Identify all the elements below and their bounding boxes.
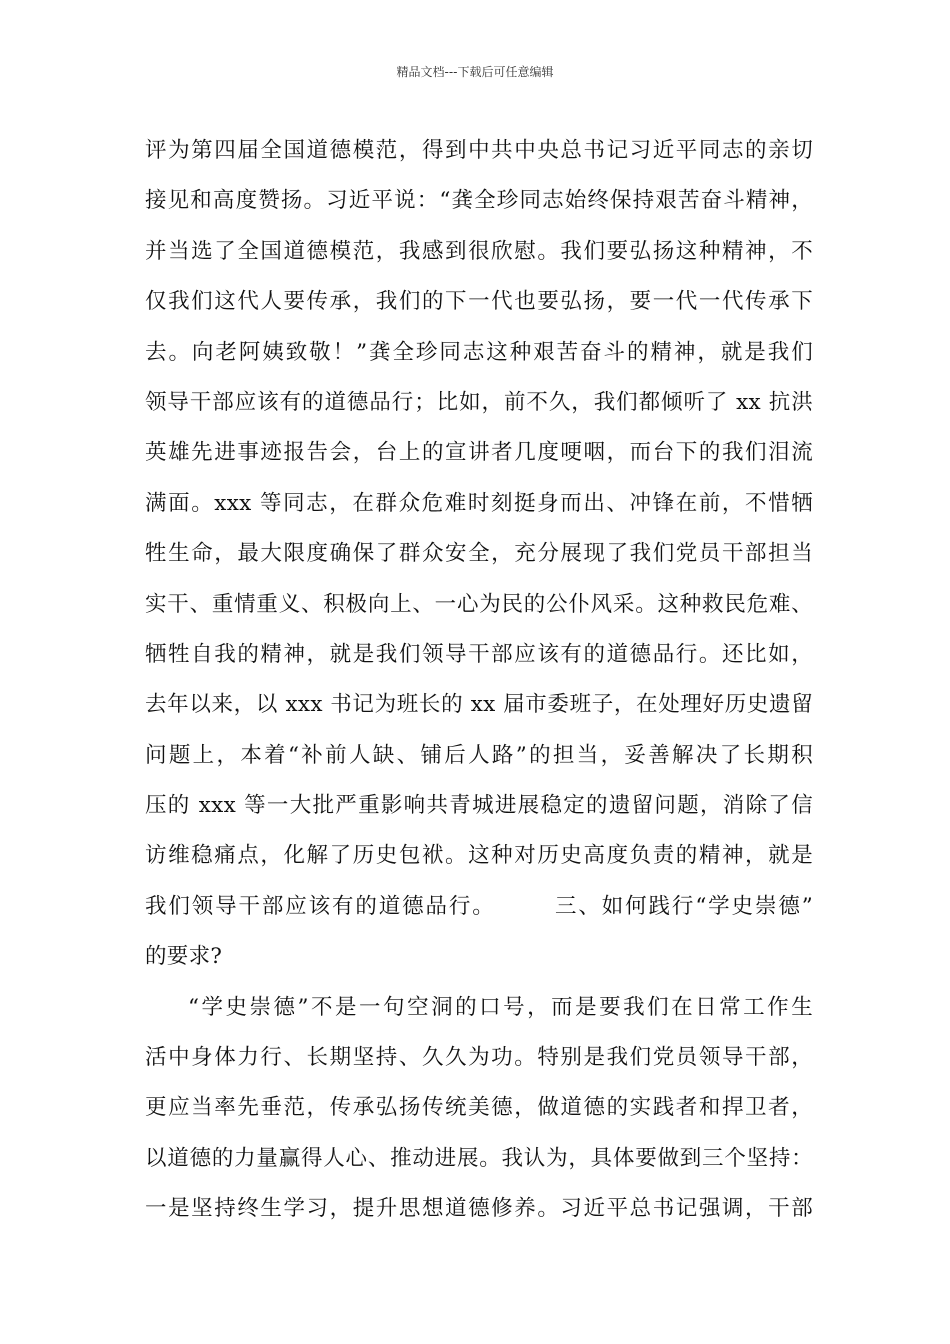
text-line: 牲生命，最大限度确保了群众安全，充分展现了我们党员干部担当	[145, 541, 813, 567]
text-line: 牺牲自我的精神，就是我们领导干部应该有的道德品行。还比如，	[145, 641, 813, 667]
text-line: 实干、重情重义、积极向上、一心为民的公仆风采。这种救民危难、	[145, 591, 813, 617]
text-line: 我们领导干部应该有的道德品行。 三、如何践行“学史崇德”	[145, 893, 813, 919]
text-line: 英雄先进事迹报告会，台上的宣讲者几度哽咽，而台下的我们泪流	[145, 440, 813, 466]
text-line: 去年以来，以 xxx 书记为班长的 xx 届市委班子，在处理好历史遗留	[145, 692, 813, 718]
text-line: 访维稳痛点，化解了历史包袱。这种对历史高度负责的精神，就是	[145, 843, 813, 869]
text-line: 一是坚持终生学习，提升思想道德修养。习近平总书记强调，干部	[145, 1196, 813, 1222]
page-header: 精品文档---下载后可任意编辑	[396, 65, 554, 79]
body-text	[145, 126, 813, 1235]
text-line: 以道德的力量赢得人心、推动进展。我认为，具体要做到三个坚持：	[145, 1145, 813, 1171]
text-line: 活中身体力行、长期坚持、久久为功。特别是我们党员领导干部，	[145, 1045, 813, 1071]
text-line: 仅我们这代人要传承，我们的下一代也要弘扬，要一代一代传承下	[145, 289, 813, 315]
text-line: 接见和高度赞扬。习近平说：“龚全珍同志始终保持艰苦奋斗精神，	[145, 188, 813, 214]
text-line: 压的 xxx 等一大批严重影响共青城进展稳定的遗留问题，消除了信	[145, 793, 813, 819]
text-line: 领导干部应该有的道德品行；比如，前不久，我们都倾听了 xx 抗洪	[145, 389, 813, 415]
text-line: 去。向老阿姨致敬！”龚全珍同志这种艰苦奋斗的精神，就是我们	[145, 339, 813, 365]
text-line: 的要求?	[145, 944, 223, 970]
paragraph-first-line: “学史崇德”不是一句空洞的口号，而是要我们在日常工作生	[188, 994, 813, 1020]
text-line: 满面。xxx 等同志，在群众危难时刻挺身而出、冲锋在前，不惜牺	[145, 490, 813, 516]
text-line: 评为第四届全国道德模范，得到中共中央总书记习近平同志的亲切	[145, 138, 813, 163]
text-line: 问题上，本着“补前人缺、铺后人路”的担当，妥善解决了长期积	[145, 742, 813, 768]
text-line: 并当选了全国道德模范，我感到很欣慰。我们要弘扬这种精神，不	[145, 238, 813, 264]
text-line: 更应当率先垂范，传承弘扬传统美德，做道德的实践者和捍卫者，	[145, 1095, 813, 1121]
